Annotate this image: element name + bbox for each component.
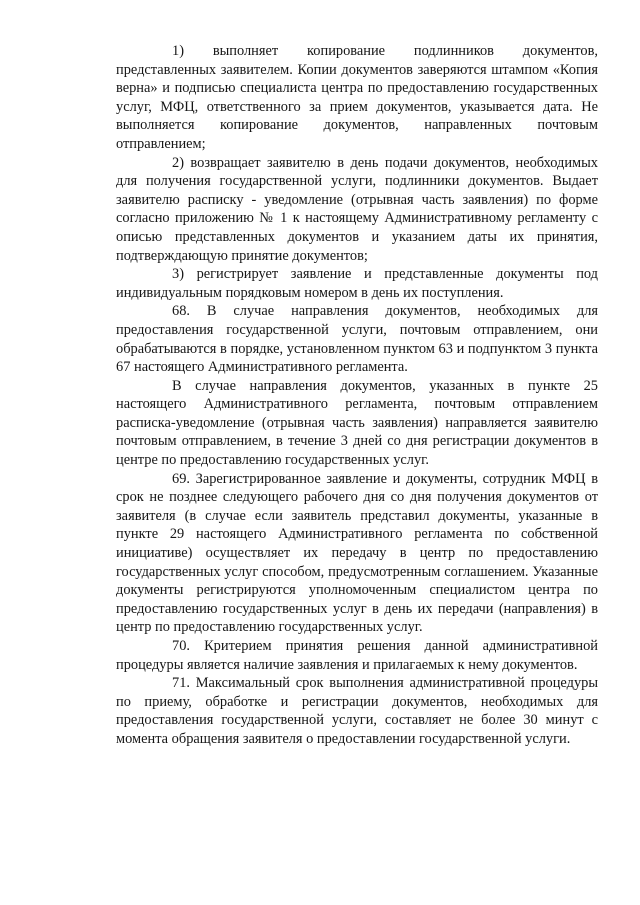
- paragraph-70: 70. Критерием принятия решения данной административной процедуры является наличие заявления и прилагаемых к нему документов.: [116, 638, 598, 673]
- paragraph-item-1: 1) выполняет копирование подлинников документов, представленных заявителем. Копии документов заверяются штампом «Копия верна» и подписью специалиста центра по предоставлению государственных услуг, МФЦ, ответственного за прием документов, указывается дата. Не выполняется копирование документов, направленных почтовым отправлением;: [116, 43, 598, 152]
- paragraph-68-continued: В случае направления документов, указанных в пункте 25 настоящего Административного регламента, почтовым отправлением расписка-уведомление (отрывная часть заявления) направляется заявителю почтовым отправлением, в течение 3 дней со дня регистрации документов в центре по предоставлению государственных услуг.: [116, 377, 598, 469]
- document-body: [116, 42, 598, 749]
- paragraph-68: 68. В случае направления документов, необходимых для предоставления государственной услуги, почтовым отправлением, они обрабатываются в порядке, установленном пунктом 63 и подпунктом 3 пункта 67 настоящего Административного регламента.: [116, 303, 598, 376]
- paragraph-item-3: 3) регистрирует заявление и представленные документы под индивидуальным порядковым номером в день их поступления.: [116, 266, 598, 301]
- paragraph-item-2: 2) возвращает заявителю в день подачи документов, необходимых для получения государственной услуги, подлинники документов. Выдает заявителю расписку - уведомление (отрывная часть заявления) по форме согласно приложению № 1 к настоящему Административному регламенту с описью представленных документов и указанием даты их принятия, подтверждающую принятие документов;: [116, 154, 598, 264]
- paragraph-69: 69. Зарегистрированное заявление и документы, сотрудник МФЦ в срок не позднее следующего рабочего дня со дня получения документов от заявителя (в случае если заявитель представил документы, указанные в пункте 29 настоящего Административного регламента по собственной инициативе) осуществляет их передачу в центр по предоставлению государственных услуг способом, предусмотренным соглашением. Указанные документы регистрируются уполномоченным специалистом центра по предоставлению государственных услуг в день их передачи (направления) в центр по предоставлению государственных услуг.: [116, 470, 598, 636]
- paragraph-71: 71. Максимальный срок выполнения административной процедуры по приему, обработке и регистрации документов, необходимых для предоставления государственной услуги, составляет не более 30 минут с момента обращения заявителя о предоставлении государственной услуги.: [116, 675, 598, 747]
